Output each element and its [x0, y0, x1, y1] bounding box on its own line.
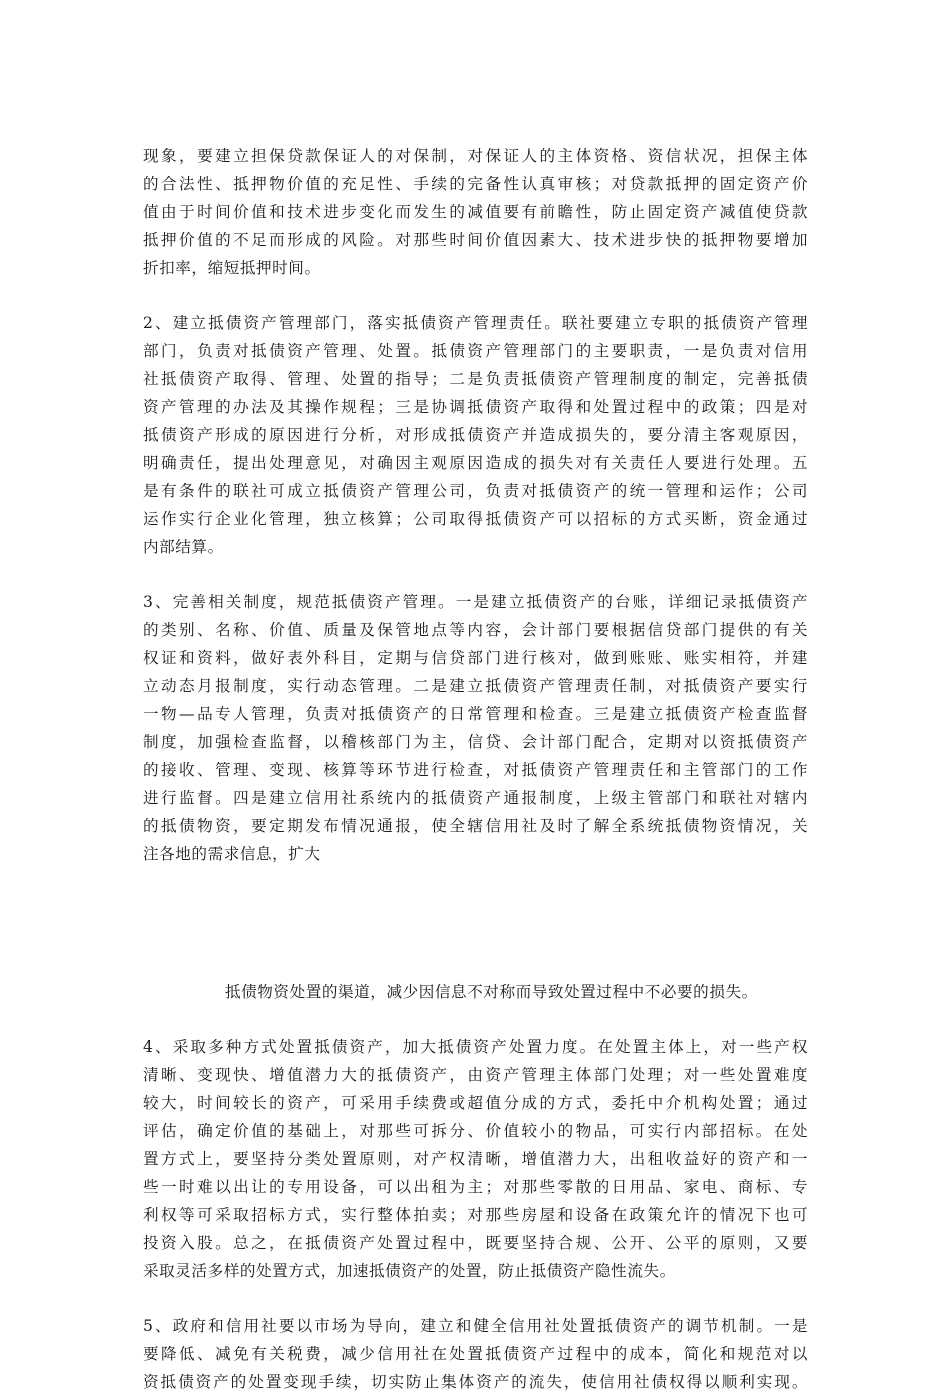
text-line: 抵债资产形成的原因进行分析，对形成抵债资产并造成损失的，要分清主客观原因，	[143, 426, 808, 444]
text-line: 投资入股。总之，在抵债资产处置过程中，既要坚持合规、公开、公平的原则，又要	[143, 1234, 808, 1252]
text-line: 权证和资料，做好表外科目，定期与信贷部门进行核对，做到账账、账实相符，并建	[143, 649, 808, 667]
text-line: 制度，加强检查监督，以稽核部门为主，信贷、会计部门配合，定期对以资抵债资产	[143, 733, 808, 751]
paragraph	[143, 588, 808, 868]
text-line: 部门，负责对抵债资产管理、处置。抵债资产管理部门的主要职责，一是负责对信用	[143, 342, 808, 360]
text-line: 要降低、减免有关税费，减少信用社在处置抵债资产过程中的成本，简化和规范对以	[143, 1345, 808, 1363]
text-line: 置方式上，要坚持分类处置原则，对产权清晰，增值潜力大，出租收益好的资产和一	[143, 1150, 808, 1168]
text-line: 明确责任，提出处理意见，对确因主观原因造成的损失对有关责任人要进行处理。五	[143, 454, 808, 472]
text-line: 立动态月报制度，实行动态管理。二是建立抵债资产管理责任制，对抵债资产要实行	[143, 677, 808, 695]
text-line: 运作实行企业化管理，独立核算；公司取得抵债资产可以招标的方式买断，资金通过	[143, 510, 808, 528]
text-line: 清晰、变现快、增值潜力大的抵债资产，由资产管理主体部门处理；对一些处置难度	[143, 1066, 808, 1084]
text-line: 注各地的需求信息，扩大	[143, 845, 321, 863]
text-line: 内部结算。	[143, 538, 224, 556]
text-line: 3、完善相关制度，规范抵债资产管理。一是建立抵债资产的台账，详细记录抵债资产	[143, 593, 808, 611]
text-line: 值由于时间价值和技术进步变化而发生的减值要有前瞻性，防止固定资产减值使贷款	[143, 203, 808, 221]
text-line: 抵押价值的不足而形成的风险。对那些时间价值因素大、技术进步快的抵押物要增加	[143, 231, 808, 249]
paragraph	[143, 142, 808, 282]
text-line: 5、政府和信用社要以市场为导向，建立和健全信用社处置抵债资产的调节机制。一是	[143, 1317, 808, 1335]
text-line: 进行监督。四是建立信用社系统内的抵债资产通报制度，上级主管部门和联社对辖内	[143, 789, 808, 807]
text-line: 的抵债物资，要定期发布情况通报，使全辖信用社及时了解全系统抵债物资情况，关	[143, 817, 808, 835]
text-line: 一物—品专人管理，负责对抵债资产的日常管理和检查。三是建立抵债资产检查监督	[143, 705, 808, 723]
text-line: 资抵债资产的处置变现手续，切实防止集体资产的流失，使信用社债权得以顺利实现。	[143, 1373, 808, 1391]
text-line: 现象，要建立担保贷款保证人的对保制，对保证人的主体资格、资信状况，担保主体	[143, 147, 808, 165]
text-line: 4、采取多种方式处置抵债资产，加大抵债资产处置力度。在处置主体上，对一些产权	[143, 1038, 808, 1056]
paragraph	[143, 309, 808, 561]
text-line: 采取灵活多样的处置方式，加速抵债资产的处置，防止抵债资产隐性流失。	[143, 1262, 676, 1280]
text-line: 的类别、名称、价值、质量及保管地点等内容，会计部门要根据信贷部门提供的有关	[143, 621, 808, 639]
text-line: 利权等可采取招标方式，实行整体拍卖；对那些房屋和设备在政策允许的情况下也可	[143, 1206, 808, 1224]
text-line: 的合法性、抵押物价值的充足性、手续的完备性认真审核；对贷款抵押的固定资产价	[143, 175, 808, 193]
paragraph	[143, 978, 808, 1006]
text-line: 评估，确定价值的基础上，对那些可拆分、价值较小的物品，可实行内部招标。在处	[143, 1122, 808, 1140]
text-line: 较大，时间较长的资产，可采用手续费或超值分成的方式，委托中介机构处置；通过	[143, 1094, 808, 1112]
text-line: 2、建立抵债资产管理部门，落实抵债资产管理责任。联社要建立专职的抵债资产管理	[143, 314, 808, 332]
paragraph	[143, 1312, 808, 1396]
text-line: 些一时难以出让的专用设备，可以出租为主；对那些零散的日用品、家电、商标、专	[143, 1178, 808, 1196]
text-line: 的接收、管理、变现、核算等环节进行检查，对抵债资产管理责任和主管部门的工作	[143, 761, 808, 779]
text-line: 折扣率，缩短抵押时间。	[143, 259, 321, 277]
text-line: 是有条件的联社可成立抵债资产管理公司，负责对抵债资产的统一管理和运作；公司	[143, 482, 808, 500]
text-line: 社抵债资产取得、管理、处置的指导；二是负责抵债资产管理制度的制定，完善抵债	[143, 370, 808, 388]
document-page	[143, 142, 808, 1396]
text-line: 资产管理的办法及其操作规程；三是协调抵债资产取得和处置过程中的政策；四是对	[143, 398, 808, 416]
text-line: 抵债物资处置的渠道，减少因信息不对称而导致处置过程中不必要的损失。	[225, 983, 758, 1001]
paragraph	[143, 1033, 808, 1285]
